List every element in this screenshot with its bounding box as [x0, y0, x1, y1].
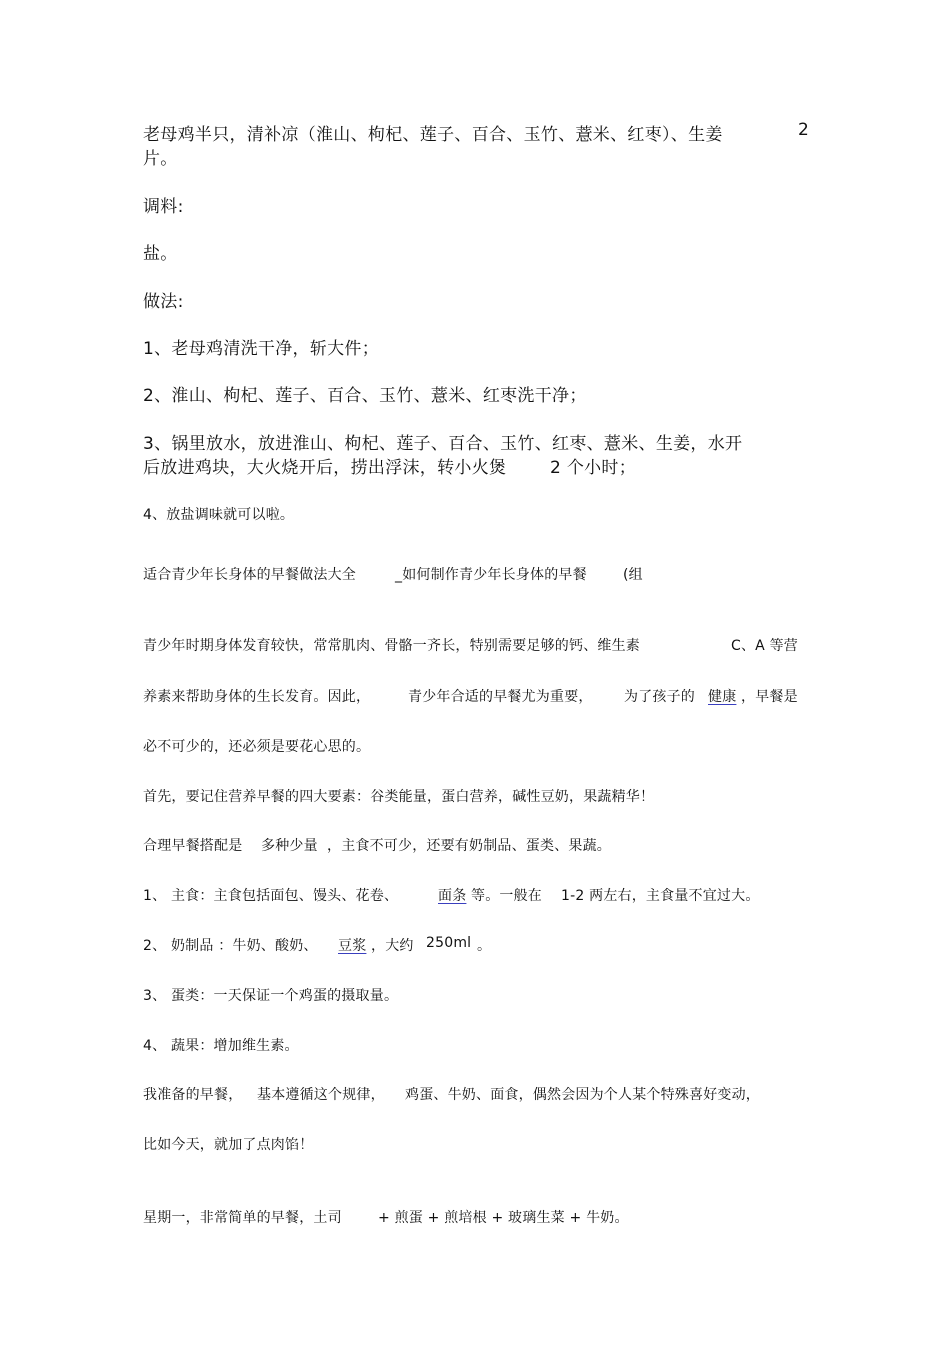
- intro-line-2-d: ，早餐是: [741, 689, 798, 705]
- pairing-text: 合理早餐搭配是: [143, 838, 243, 854]
- ingredients-line: 老母鸡半只，清补凉（淮山、枸杞、莲子、百合、玉竹、薏米、红枣）、生姜: [143, 125, 723, 145]
- soymilk-link[interactable]: 豆浆: [338, 938, 367, 954]
- method-heading: 做法:: [143, 292, 184, 312]
- intro-line-1: 青少年时期身体发育较快，常常肌肉、骨骼一齐长，特别需要足够的钙、维生素: [143, 638, 640, 654]
- article-title: 适合青少年长身体的早餐做法大全: [143, 567, 356, 583]
- list-item-dairy-end: 。: [477, 938, 492, 954]
- recipe-step-2: 2、淮山、枸杞、莲子、百合、玉竹、薏米、红枣洗干净；: [143, 386, 587, 406]
- recipe-step-3: 3、锅里放水，放进淮山、枸杞、莲子、百合、玉竹、红枣、薏米、生姜，水开: [143, 434, 743, 454]
- monday-menu: + 煎蛋 + 煎培根 + 玻璃生菜 + 牛奶。: [378, 1210, 629, 1226]
- seasoning-text: 盐。: [143, 244, 178, 264]
- seasoning-heading: 调料:: [143, 197, 184, 217]
- pairing-text-rest: ，主食不可少，还要有奶制品、蛋类、果蔬。: [327, 838, 611, 854]
- four-elements-text: 首先，要记住营养早餐的四大要素：谷类能量，蛋白营养，碱性豆奶，果蔬精华！: [143, 789, 655, 805]
- intro-line-3: 必不可少的，还必须是要花心思的。: [143, 739, 371, 755]
- article-title-tail: (组: [623, 567, 643, 583]
- list-item-staple-b: 等。一般在: [471, 888, 542, 904]
- my-breakfast-text-b: 基本遵循这个规律，: [257, 1087, 385, 1103]
- ingredients-unit: 片。: [143, 149, 178, 169]
- intro-line-1-vitamins: C、A 等营: [731, 638, 799, 654]
- list-item-fruit: 4、 蔬果：增加维生素。: [143, 1038, 299, 1054]
- list-item-staple-c: 1-2 两左右，主食量不宜过大。: [561, 888, 760, 904]
- list-item-dairy-b: ，大约: [371, 938, 414, 954]
- recipe-step-3-duration: 2 个小时；: [550, 458, 637, 478]
- intro-line-2-c: 为了孩子的: [624, 689, 695, 705]
- pairing-emphasis: 多种少量: [261, 838, 318, 854]
- list-item-eggs: 3、 蛋类：一天保证一个鸡蛋的摄取量。: [143, 988, 399, 1004]
- list-item-dairy-amount: 250ml: [426, 935, 472, 951]
- health-link[interactable]: 健康: [708, 689, 737, 705]
- recipe-step-1: 1、老母鸡清洗干净，斩大件；: [143, 339, 380, 359]
- intro-line-2: 养素来帮助身体的生长发育。因此，: [143, 689, 371, 705]
- recipe-step-4: 4、放盐调味就可以啦。: [143, 507, 295, 523]
- my-breakfast-text-c: 鸡蛋、牛奶、面食，偶然会因为个人某个特殊喜好变动，: [405, 1087, 760, 1103]
- list-item-staple: 1、 主食：主食包括面包、馒头、花卷、: [143, 888, 399, 904]
- intro-line-2-b: 青少年合适的早餐尤为重要，: [408, 689, 593, 705]
- list-item-dairy: 2、 奶制品 ：牛奶、酸奶、: [143, 938, 318, 954]
- noodles-link[interactable]: 面条: [438, 888, 467, 904]
- monday-text: 星期一，非常简单的早餐，土司: [143, 1210, 342, 1226]
- my-breakfast-text: 我准备的早餐，: [143, 1087, 243, 1103]
- ingredients-quantity: 2: [798, 120, 810, 140]
- article-title-sub: _如何制作青少年长身体的早餐: [395, 567, 587, 583]
- today-text: 比如今天，就加了点肉馅！: [143, 1137, 314, 1153]
- recipe-step-3-cont: 后放进鸡块，大火烧开后，捞出浮沫，转小火煲: [143, 458, 507, 478]
